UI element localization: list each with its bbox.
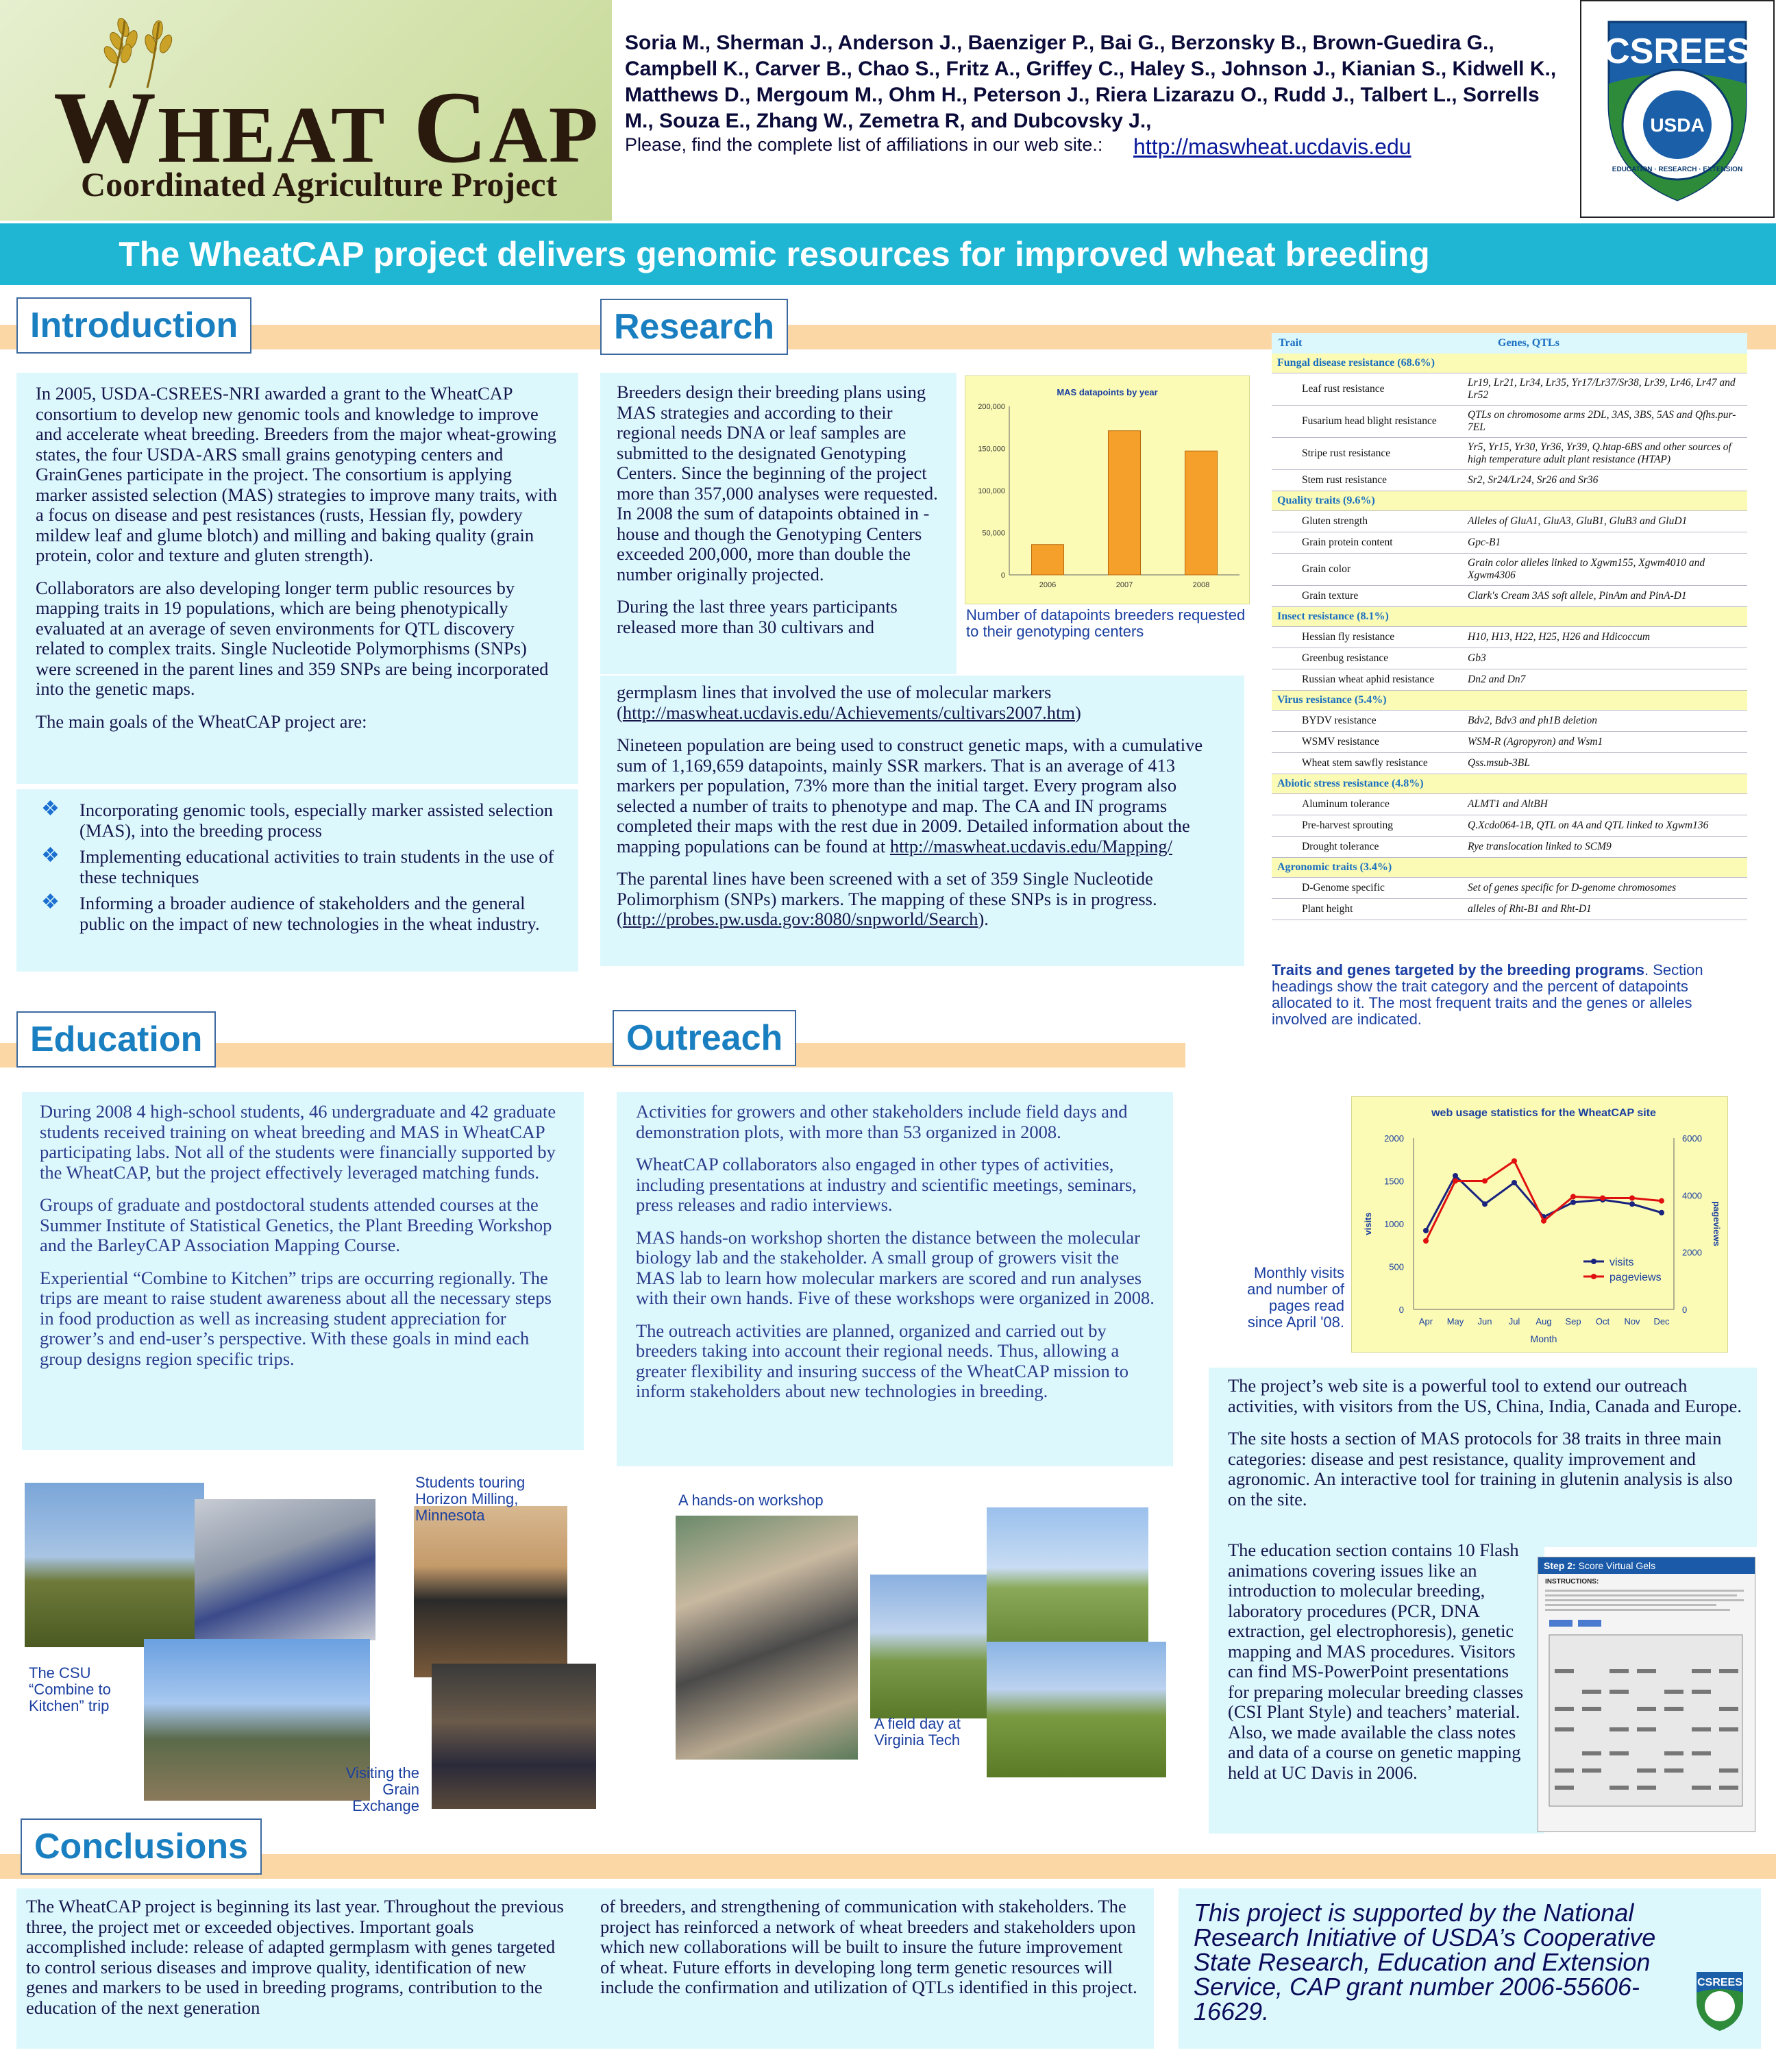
site-link[interactable]: http://maswheat.ucdavis.edu [1133, 134, 1411, 159]
y2-axis-label: pageviews [1712, 1201, 1722, 1246]
csu-group-photo [144, 1639, 370, 1801]
table-row [1272, 648, 1747, 669]
education-panel [22, 1092, 584, 1450]
legend-label: visits [1610, 1257, 1634, 1268]
research-panel-top [600, 373, 957, 674]
snpworld-link[interactable]: http://probes.pw.usda.gov:8080/snpworld/Search [622, 909, 978, 929]
outreach-panel [617, 1092, 1173, 1466]
trait-cell: Hessian fly resistance [1302, 631, 1395, 643]
y-tick-label: 0 [1398, 1305, 1404, 1315]
bar-2007 [1108, 431, 1140, 575]
chart-title: web usage statistics for the WheatCAP site [1431, 1107, 1656, 1119]
genes-cell: Alleles of GluA1, GluA3, GluB1, GluB3 and GluD1 [1468, 515, 1688, 527]
bar-chart-caption: Number of datapoints breeders requested to their genotyping centers [966, 606, 1246, 640]
grain-exchange-photo [432, 1664, 596, 1809]
website-paragraph: The site hosts a section of MAS protocols for 38 traits in three main categories: disease and pest resistance, quality improvement and agronomic. An interactive tool for training in glutenin analysis is also on the site. [1228, 1428, 1733, 1509]
genes-cell: Qss.msub-3BL [1468, 757, 1530, 769]
website-paragraph: The education section contains 10 Flash animations covering issues like an introduction to molecular breeding, laboratory procedures (PCR, DNA extraction, gel electrophoresis), genetic mapping and MAS procedures. Visitors can find MS-PowerPoint presentations for preparing molecular breeding classes (CSI Plant Style) and teachers’ material. Also, we made available the class notes and data of a course on genetic mapping held at UC Davis in 2006. [1228, 1540, 1524, 1783]
goals-list [40, 800, 562, 934]
point-visits [1423, 1228, 1429, 1233]
trait-cell: Gluten strength [1302, 515, 1368, 527]
list-item: ❖ Incorporating genomic tools, especially marker assisted selection (MAS), into the breeding process [41, 798, 553, 841]
genes-cell: Sr2, Sr24/Lr24, Sr26 and Sr36 [1468, 474, 1599, 486]
point-pageviews [1453, 1179, 1458, 1184]
horizon-milling-photo [414, 1506, 567, 1677]
genes-cell: Clark's Cream 3AS soft allele, PinAm and PinA-D1 [1468, 590, 1687, 602]
outreach-paragraph: WheatCAP collaborators also engaged in other types of activities, including presentations at industry and scientific meetings, seminars, press releases and radio interviews. [636, 1154, 1137, 1215]
trait-cell: Russian wheat aphid resistance [1302, 674, 1435, 685]
web-usage-chart [1351, 1096, 1728, 1353]
x-tick-label: May [1446, 1316, 1464, 1327]
genes-cell: Dn2 and Dn7 [1468, 674, 1526, 685]
trait-cell: WSMV resistance [1302, 736, 1379, 748]
x-axis-label: Month [1530, 1333, 1557, 1344]
genes-cell: Rye translocation linked to SCM9 [1468, 841, 1612, 852]
table-row [1272, 669, 1747, 691]
field-day-photo-1 [870, 1575, 988, 1718]
trait-cell: Stem rust resistance [1302, 474, 1387, 486]
svg-text:CSREES: CSREES [1697, 1977, 1742, 1988]
website-paragraph: The project’s web site is a powerful tool to extend our outreach activities, with visitors from the US, China, India, Canada and Europe. [1228, 1375, 1742, 1416]
table-row [1272, 586, 1747, 607]
conclusions-text-left: The WheatCAP project is beginning its last year. Throughout the previous three, the project met or exceeded objectives. Important goals accomplished include: release of adapted germplasm with genes targeted to control serious diseases and improve quality, identification of new genes and markers to be used in breeding programs, contribution to the education of the next generation [26, 1896, 564, 2018]
wheatcap-logo [0, 0, 612, 221]
table-category-heading: Quality traits (9.6%) [1272, 491, 1747, 511]
cultivars-link[interactable]: http://maswheat.ucdavis.edu/Achievements/cultivars2007.htm [622, 702, 1075, 723]
point-visits [1482, 1201, 1488, 1207]
trait-cell: Drought tolerance [1302, 841, 1379, 852]
legend-marker-visits [1591, 1259, 1596, 1264]
table-row [1272, 627, 1747, 648]
trait-cell: Grain protein content [1302, 536, 1393, 548]
logo-title: WHEAT CAP [53, 71, 600, 184]
workshop-caption: A hands-on workshop [678, 1492, 824, 1509]
legend-label: pageviews [1610, 1272, 1662, 1283]
y-tick-label: 50,000 [982, 529, 1005, 538]
bar-2008 [1185, 451, 1217, 575]
genes-cell: H10, H13, H22, H25, H26 and Hdicoccum [1468, 631, 1651, 643]
table-row [1272, 554, 1747, 586]
table-row [1272, 753, 1747, 774]
table-category-heading: Agronomic traits (3.4%) [1272, 858, 1747, 878]
legend-marker-pageviews [1591, 1274, 1596, 1279]
genes-cell: Bdv2, Bdv3 and ph1B deletion [1468, 715, 1597, 726]
horizon-caption: Students touring Horizon Milling, Minnesota [415, 1474, 526, 1524]
education-paragraph: Experiential “Combine to Kitchen” trips are occurring regionally. The trips are meant to raise student awareness about all the necessary steps in food production as well as increasing student appreciation for grower’s and end-user’s perspective. With these goals in mind each group designs region specific trips. [40, 1267, 552, 1369]
outreach-paragraph: MAS hands-on workshop shorten the distance between the molecular biology lab and the stakeholder. A small group of growers visit the MAS lab to learn how molecular markers are scored and run analyses with their own hands. Five of these workshops were organized in 2008. [636, 1226, 1155, 1308]
x-tick-label: 2007 [1115, 581, 1133, 589]
table-category-heading: Abiotic stress resistance (4.8%) [1272, 774, 1747, 794]
research-paragraph: Breeders design their breeding plans using MAS strategies and according to their regional needs DNA or leaf samples are submitted to the designated Genotyping Centers. Since the beginning of the project more than 357,000 analyses were requested. In 2008 the sum of datapoints obtained in -house and though the Genotyping Centers exceeded 200,000, more than double the number originally projected. [617, 382, 938, 584]
table-row [1272, 438, 1747, 470]
y2-tick-label: 2000 [1682, 1247, 1702, 1258]
trait-cell: Greenbug resistance [1302, 652, 1389, 664]
mas-datapoints-chart [965, 375, 1250, 604]
author-list: Soria M., Sherman J., Anderson J., Baenziger P., Bai G., Berzonsky B., Brown-Guedira G., Campbell K., Carver B., Chao S., Fritz A., Griffey C., Haley S., Johnson J., Kianian S., Kidwell K., Matthews D., Mergoum M., Ohm H., Peterson J., Riera Lizarazu O., Rudd J., Talbert L., Sorrells M., Souza E., Zhang W., Zemetra R, and Dubcovsky J., [625, 32, 1557, 132]
table-row [1272, 511, 1747, 532]
virtual-gel-screenshot [1538, 1557, 1755, 1832]
field-photo [25, 1483, 204, 1647]
point-visits [1453, 1173, 1458, 1179]
x-tick-label: Jun [1477, 1316, 1492, 1327]
svg-text:CSREES: CSREES [1604, 32, 1751, 71]
table-category-heading: Fungal disease resistance (68.6%) [1272, 354, 1747, 373]
education-paragraph: Groups of graduate and postdoctoral students attended courses at the Summer Institute of Statistical Genetics, the Plant Breeding Workshop and the BarleyCAP Association Mapping Course. [40, 1194, 552, 1255]
field-day-photo-2 [987, 1507, 1148, 1642]
table-header: Trait Genes, QTLs [1272, 333, 1747, 354]
y-tick-label: 200,000 [978, 403, 1005, 411]
grain-exchange-caption: Visiting the Grain Exchange [345, 1764, 419, 1814]
trait-cell: Aluminum tolerance [1302, 798, 1390, 810]
screenshot-instructions: INSTRUCTIONS: [1545, 1578, 1599, 1586]
intro-paragraph: In 2005, USDA-CSREES-NRI awarded a grant to the WheatCAP consortium to develop new genomic tools and knowledge to improve and accelerate wheat breeding. Breeders from the major wheat-growing states, the four USDA-ARS small grains genotyping centers and GrainGenes participate in the project. The consortium is applying marker assisted selection (MAS) strategies to improve many traits, with a focus on disease and pest resistances (rusts, Hessian fly, powdery mildew leaf and glume blotch) and milling and baking quality (grain protein, color and texture and gluten strength). [36, 383, 557, 565]
table-body [1272, 354, 1747, 920]
y2-tick-label: 4000 [1682, 1190, 1702, 1201]
table-row [1272, 711, 1747, 732]
point-pageviews [1570, 1194, 1576, 1199]
point-pageviews [1659, 1198, 1664, 1204]
trait-cell: Grain color [1302, 563, 1351, 575]
mapping-link[interactable]: http://maswheat.ucdavis.edu/Mapping/ [889, 835, 1173, 856]
research-paragraph: The parental lines have been screened with a set of 359 Single Nucleotide Polimorphism (SNPs) markers. The mapping of these SNPs is in progress. (http://probes.pw.usda.gov:8080/snpworld/Search). [617, 868, 1157, 929]
introduction-panel [16, 373, 578, 784]
traits-table [1272, 333, 1747, 920]
trait-cell: Grain texture [1302, 590, 1359, 602]
outreach-heading: Outreach [613, 1010, 796, 1066]
web-chart-caption: Monthly visits and number of pages read since April '08. [1247, 1264, 1344, 1331]
diamond-bullet-icon: ❖ [41, 844, 60, 867]
genes-cell: Gpc-B1 [1468, 536, 1501, 548]
funding-statement: This project is supported by the National Research Initiative of USDA’s Cooperative State Research, Education and Extension Service, CAP grant number 2006-55606-16629. [1194, 1899, 1656, 2025]
diamond-bullet-icon: ❖ [41, 798, 60, 820]
chart-title: MAS datapoints by year [1057, 387, 1158, 397]
trait-cell: Wheat stem sawfly resistance [1302, 757, 1428, 769]
svg-text:USDA: USDA [1650, 114, 1705, 136]
x-tick-label: Aug [1536, 1316, 1552, 1327]
trait-cell: Pre-harvest sprouting [1302, 819, 1394, 831]
field-day-caption: A field day at Virginia Tech [874, 1715, 961, 1749]
table-row [1272, 732, 1747, 753]
genes-cell: Yr5, Yr15, Yr30, Yr36, Yr39, Q.htap-6BS and other sources of high temperature adult plant resistance (HTAP) [1468, 441, 1731, 465]
line-chart-svg [1352, 1097, 1727, 1352]
gel-image-icon [1538, 1587, 1755, 1820]
trait-cell: Leaf rust resistance [1302, 383, 1385, 395]
y-tick-label: 0 [1000, 571, 1005, 580]
y-tick-label: 2000 [1384, 1133, 1404, 1144]
goals-panel [16, 789, 578, 972]
point-pageviews [1600, 1196, 1605, 1201]
outreach-paragraph: Activities for growers and other stakeholders include field days and demonstration plots, with more than 53 organized in 2008. [636, 1101, 1128, 1142]
y2-tick-label: 0 [1682, 1305, 1688, 1315]
genes-cell: WSM-R (Agropyron) and Wsm1 [1468, 736, 1603, 748]
point-visits [1629, 1201, 1635, 1207]
table-row [1272, 815, 1747, 837]
x-tick-label: Dec [1653, 1316, 1670, 1327]
csrees-mini-logo-icon [1691, 1968, 1749, 2034]
field-day-photo-3 [987, 1642, 1166, 1777]
trait-cell: Fusarium head blight resistance [1302, 415, 1437, 427]
x-tick-label: Nov [1624, 1316, 1640, 1327]
x-tick-label: Jul [1508, 1316, 1520, 1327]
research-paragraph: germplasm lines that involved the use of molecular markers (http://maswheat.ucdavis.edu/Achievements/cultivars2007.htm) [617, 682, 1081, 723]
trait-cell: BYDV resistance [1302, 715, 1377, 726]
table-row [1272, 373, 1747, 406]
education-heading: Education [16, 1011, 216, 1068]
y-tick-label: 150,000 [978, 445, 1005, 454]
series-line-pageviews [1426, 1161, 1662, 1241]
y-tick-label: 1500 [1384, 1176, 1404, 1187]
point-visits [1512, 1180, 1517, 1185]
genes-cell: Q.Xcdo064-1B, QTL on 4A and QTL linked to Xgwm136 [1468, 819, 1709, 831]
svg-text:EDUCATION · RESEARCH · EXTENSI: EDUCATION · RESEARCH · EXTENSION [1612, 166, 1743, 173]
research-paragraph: Nineteen population are being used to construct genetic maps, with a cumulative sum of 1,169,659 datapoints, mainly SSR markers. That is an average of 413 markers per population, 73% more than the initial target. Every program also selected a number of traits to phenotype and map. The CA and IN programs completed their maps with the rest due in 2009. Detailed information about the mapping populations can be found at http://maswheat.ucdavis.edu/Mapping/ [617, 735, 1203, 856]
genes-cell: ALMT1 and AltBH [1468, 798, 1548, 810]
genes-cell: Set of genes specific for D-genome chromosomes [1468, 882, 1677, 893]
bar-2006 [1031, 545, 1063, 575]
point-pageviews [1512, 1158, 1517, 1163]
y-tick-label: 500 [1389, 1261, 1404, 1272]
genes-cell: Lr19, Lr21, Lr34, Lr35, Yr17/Lr37/Sr38, Lr39, Lr46, Lr47 and Lr52 [1468, 377, 1736, 401]
x-tick-label: Apr [1418, 1316, 1433, 1327]
csrees-logo [1580, 0, 1775, 218]
genes-cell: alleles of Rht-B1 and Rht-D1 [1468, 903, 1592, 915]
list-item: ❖ Implementing educational activities to train students in the use of these techniques [41, 844, 554, 887]
bar-chart-svg [965, 376, 1249, 604]
intro-paragraph: Collaborators are also developing longer term public resources by mapping traits in 19 populations, which are being phenotypically evaluated at an average of seven environments for QTL discovery related to complex traits. Single Nucleotide Polymorphisms (SNPs) were screened in the parent lines and 359 SNPs are being incorporated into the genetic maps. [36, 577, 549, 699]
genes-cell: Gb3 [1468, 652, 1486, 664]
y-tick-label: 100,000 [978, 487, 1005, 495]
website-text-bottom [1228, 1540, 1529, 1795]
diamond-bullet-icon: ❖ [41, 891, 60, 913]
y2-tick-label: 6000 [1682, 1133, 1702, 1144]
csrees-emblem-icon [1581, 1, 1773, 217]
logo-subtitle: Coordinated Agriculture Project [81, 165, 558, 204]
point-pageviews [1423, 1238, 1429, 1244]
point-pageviews [1541, 1218, 1546, 1224]
genes-cell: Grain color alleles linked to Xgwm155, Xgwm4010 and Xgwm4306 [1468, 557, 1705, 581]
table-row [1272, 899, 1747, 920]
trait-cell: Plant height [1302, 903, 1353, 915]
research-heading: Research [600, 299, 788, 355]
trait-cell: D-Genome specific [1302, 882, 1385, 893]
bottom-section-band [0, 1854, 1776, 1879]
table-row [1272, 406, 1747, 438]
trait-cell: Stripe rust resistance [1302, 447, 1391, 459]
table-category-heading: Insect resistance (8.1%) [1272, 607, 1747, 627]
point-pageviews [1482, 1179, 1488, 1184]
point-visits [1659, 1210, 1664, 1216]
table-row [1272, 532, 1747, 554]
education-paragraph: During 2008 4 high-school students, 46 undergraduate and 42 graduate students received training on wheat breeding and MAS in WheatCAP participating labs. Not all of the students were financially supported by the WheatCAP, but the project effectively leveraged matching funds. [40, 1101, 556, 1183]
y-tick-label: 1000 [1384, 1219, 1404, 1229]
outreach-paragraph: The outreach activities are planned, organized and carried out by breeders taking into account their regional needs. Thus, allowing a greater flexibility and insuring success of the WheatCAP mission to inform stakeholders about new technologies in breeding. [636, 1320, 1129, 1401]
list-item: ❖ Informing a broader audience of stakeholders and the general public on the impact of new technologies in the wheat industry. [41, 891, 540, 934]
y-axis-label: visits [1363, 1212, 1373, 1235]
table-category-heading: Virus resistance (5.4%) [1272, 691, 1747, 711]
workshop-photo [676, 1516, 858, 1760]
table-row [1272, 470, 1747, 491]
poster-title: The WheatCAP project delivers genomic resources for improved wheat breeding [119, 235, 1430, 273]
conclusions-heading: Conclusions [21, 1818, 262, 1875]
x-tick-label: Oct [1595, 1316, 1610, 1327]
csu-caption: The CSU “Combine to Kitchen” trip [29, 1664, 111, 1714]
website-text-top [1228, 1376, 1749, 1522]
x-tick-label: 2008 [1192, 581, 1210, 589]
conclusions-text-right: of breeders, and strengthening of communication with stakeholders. The project has reinforced a network of wheat breeders and stakeholders upon which new collaborations will be built to insure the future improvement of wheat. Future efforts in developing long term genetic resources will include the confirmation and utilization of QTLs identified in this project. [600, 1896, 1137, 1997]
traits-caption: Traits and genes targeted by the breeding programs. Section headings show the trait category and the percent of datapoints allocated to it. The most frequent traits and the genes or alleles involved are indicated. [1272, 961, 1703, 1028]
screenshot-title: Step 2: Score Virtual Gels [1538, 1557, 1755, 1574]
table-row [1272, 837, 1747, 858]
table-row [1272, 794, 1747, 815]
lab-photo [195, 1499, 375, 1640]
introduction-heading: Introduction [16, 297, 251, 354]
affiliations-note: Please, find the complete list of affiliations in our web site.: [625, 134, 1103, 155]
intro-paragraph: The main goals of the WheatCAP project are: [36, 711, 367, 732]
x-tick-label: 2006 [1039, 581, 1057, 589]
research-paragraph: During the last three years participants released more than 30 cultivars and [617, 596, 898, 637]
point-pageviews [1629, 1196, 1635, 1201]
genes-cell: QTLs on chromosome arms 2DL, 3AS, 3BS, 5AS and Qfhs.pur-7EL [1468, 409, 1736, 433]
table-row [1272, 878, 1747, 899]
x-tick-label: Sep [1565, 1316, 1581, 1327]
point-visits [1570, 1200, 1576, 1205]
research-panel-bottom [600, 676, 1244, 966]
